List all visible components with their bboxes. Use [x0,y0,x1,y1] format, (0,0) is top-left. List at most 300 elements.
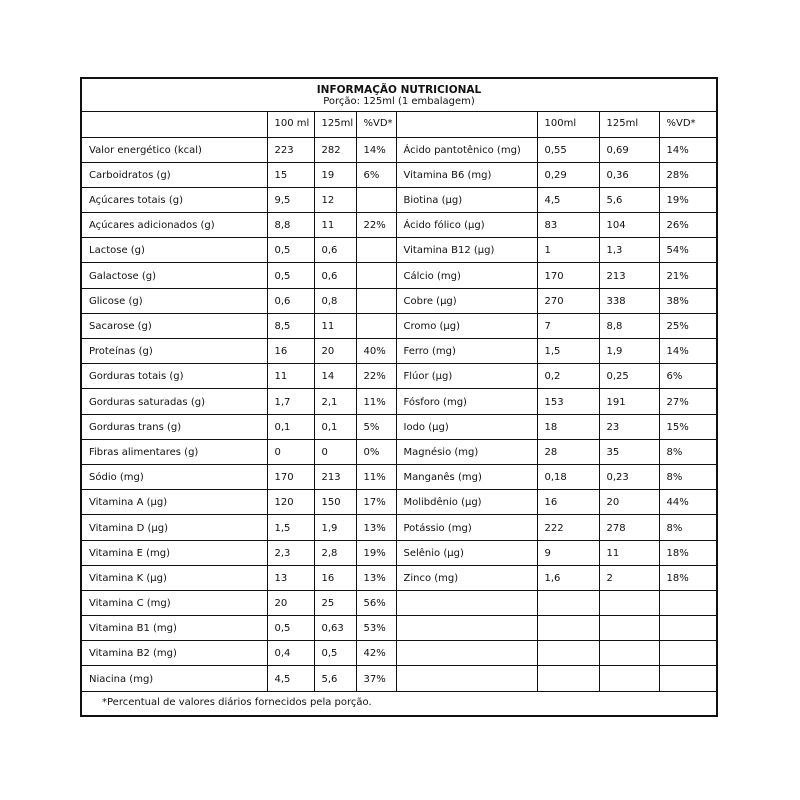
nutrition-table [82,112,716,692]
right-value-125ml: 0,36 [606,169,629,181]
right-nutrient-name-cell [396,288,537,313]
right-value-125ml: 20 [606,497,620,509]
right-value-100ml-cell [537,439,599,464]
right-nutrient-name-cell [396,162,537,187]
right-value-125ml-cell [599,464,659,489]
left-value-125ml: 2,8 [321,547,338,559]
right-nutrient-name-cell [396,515,537,540]
header-nutrient-left [82,112,267,137]
nutrition-table-body [82,112,716,691]
right-value-vd-cell [659,288,716,313]
right-value-vd-cell [659,490,716,515]
right-value-125ml-cell [599,187,659,212]
left-value-vd: 11% [363,472,386,484]
left-value-125ml: 0,6 [321,270,338,282]
right-value-125ml: 2 [606,572,613,584]
right-value-100ml: 28 [544,446,558,458]
nutrient-row [82,313,716,338]
left-value-125ml-cell [314,565,356,590]
right-value-125ml-cell [599,162,659,187]
left-nutrient-name: Gorduras totais (g) [89,371,184,383]
right-value-125ml: 23 [606,421,620,433]
left-value-vd-cell [356,616,396,641]
left-value-125ml-cell [314,490,356,515]
left-value-125ml: 14 [321,371,335,383]
nutrient-row [82,616,716,641]
right-value-100ml: 83 [544,220,558,232]
left-value-125ml-cell [314,590,356,615]
right-value-125ml-cell [599,339,659,364]
left-value-vd: 56% [363,598,386,610]
nutrient-row [82,213,716,238]
right-nutrient-name [404,686,537,691]
left-nutrient-name: Carboidratos (g) [89,169,171,181]
left-nutrient-name: Vitamina K (μg) [89,572,167,584]
left-value-100ml: 0,5 [274,623,291,635]
right-nutrient-name-cell [396,137,537,162]
right-value-100ml: 1,5 [544,346,561,358]
right-nutrient-name-cell [396,641,537,666]
right-value-125ml: 0,69 [606,144,629,156]
right-value-100ml: 0,2 [544,371,561,383]
left-value-125ml: 0,8 [321,295,338,307]
nutrient-row [82,490,716,515]
left-value-vd-cell [356,590,396,615]
right-nutrient-name: Fósforo (mg) [403,396,467,408]
left-nutrient-name-cell [82,389,267,414]
left-value-100ml: 8,5 [274,321,291,332]
right-value-vd: 18% [666,572,689,584]
right-value-vd: 27% [666,396,689,408]
left-value-125ml: 16 [321,572,335,584]
right-value-100ml-cell [537,540,599,565]
left-value-100ml-cell [267,213,314,238]
nutrient-row [82,238,716,263]
left-value-vd: 42% [363,648,386,660]
left-value-vd-cell [356,187,396,212]
nutrient-row [82,540,716,565]
nutrient-row [82,263,716,288]
right-nutrient-name-cell [396,439,537,464]
right-nutrient-name: Cálcio (mg) [403,270,461,282]
right-value-100ml-cell [537,590,599,615]
left-value-vd-cell [356,339,396,364]
left-nutrient-name: Valor energético (kcal) [89,144,202,156]
left-value-125ml: 11 [321,220,335,232]
right-value-vd-cell [659,187,716,212]
right-value-125ml-cell [599,213,659,238]
right-value-100ml-cell [537,313,599,338]
right-value-125ml-cell [599,263,659,288]
right-value-125ml: 338 [606,295,626,307]
left-value-100ml: 2,3 [274,547,291,559]
right-nutrient-name [404,610,537,615]
right-nutrient-name: Ferro (mg) [403,346,456,358]
left-nutrient-name-cell [82,540,267,565]
right-value-100ml-cell [537,565,599,590]
nutrient-row [82,162,716,187]
right-value-100ml: 0,29 [544,169,567,181]
right-value-125ml: 213 [606,270,626,282]
right-value-100ml: 1 [544,245,551,257]
left-value-vd-cell [356,540,396,565]
left-value-125ml-cell [314,616,356,641]
right-value-125ml-cell [599,389,659,414]
right-nutrient-name: Ácido fólico (μg) [403,220,485,232]
left-value-125ml-cell [314,263,356,288]
left-value-100ml: 11 [274,371,288,383]
right-value-vd: 8% [666,522,683,534]
right-value-vd: 15% [666,421,689,433]
right-value-vd-cell [659,238,716,263]
header-100ml-left: 100 ml [267,112,314,137]
left-value-100ml-cell [267,339,314,364]
left-value-125ml-cell [314,389,356,414]
right-nutrient-name: Selênio (μg) [403,547,464,559]
right-value-125ml-cell [599,439,659,464]
left-value-vd: 0% [363,446,380,458]
right-value-vd: 28% [666,169,689,181]
right-value-125ml: 1,9 [606,346,623,358]
right-value-100ml-cell [537,464,599,489]
right-value-125ml: 0,23 [606,472,629,484]
right-value-vd: 14% [666,144,689,156]
left-value-100ml-cell [267,313,314,338]
right-nutrient-name: Biotina (μg) [403,195,463,207]
right-value-125ml-cell [599,238,659,263]
right-nutrient-name-cell [396,490,537,515]
left-value-100ml: 0,5 [274,270,291,282]
right-value-125ml: 0,25 [606,371,629,383]
nutrition-header [82,79,716,112]
right-value-vd: 8% [666,446,683,458]
left-nutrient-name-cell [82,263,267,288]
left-value-vd-cell [356,389,396,414]
right-nutrient-name: Flúor (μg) [403,371,453,383]
right-value-vd: 26% [666,220,689,232]
left-value-100ml: 15 [274,169,288,181]
header-125ml-left: 125ml [314,112,356,137]
header-vd-right: %VD* [659,112,716,137]
left-value-125ml-cell [314,137,356,162]
right-nutrient-name-cell [396,238,537,263]
left-nutrient-name-cell [82,137,267,162]
nutrient-row [82,389,716,414]
right-nutrient-name-cell [396,464,537,489]
left-nutrient-name: Gorduras saturadas (g) [89,396,205,408]
right-value-100ml-cell [537,263,599,288]
nutrition-title: INFORMAÇÃO NUTRICIONAL [316,84,482,96]
left-value-125ml: 0,63 [321,623,344,635]
right-value-vd-cell [659,464,716,489]
left-value-vd: 22% [363,371,386,383]
left-value-vd: 13% [363,522,386,534]
right-nutrient-name-cell [396,565,537,590]
left-value-125ml: 213 [321,472,341,484]
left-value-vd: 53% [363,623,386,635]
right-value-100ml-cell [537,389,599,414]
right-value-125ml: 8,8 [606,321,623,332]
left-value-vd: 13% [363,572,386,584]
left-value-125ml-cell [314,339,356,364]
left-value-125ml: 2,1 [321,396,338,408]
right-value-125ml [607,660,659,665]
right-value-vd: 6% [666,371,683,383]
left-value-vd: 17% [363,497,386,509]
left-nutrient-name-cell [82,339,267,364]
right-nutrient-name: Cromo (μg) [403,321,461,332]
left-value-100ml-cell [267,565,314,590]
left-value-100ml: 170 [274,472,294,484]
left-value-100ml-cell [267,414,314,439]
left-value-100ml: 20 [274,598,288,610]
left-value-100ml: 1,5 [274,522,291,534]
left-value-125ml-cell [314,162,356,187]
right-nutrient-name: Ácido pantotênico (mg) [403,144,521,156]
right-value-100ml-cell [537,213,599,238]
left-value-100ml-cell [267,288,314,313]
nutrient-row [82,339,716,364]
right-value-100ml: 153 [544,396,564,408]
right-value-vd-cell [659,137,716,162]
right-nutrient-name-cell [396,313,537,338]
left-nutrient-name: Açúcares adicionados (g) [89,220,215,232]
right-value-125ml [607,635,659,640]
right-value-100ml-cell [537,364,599,389]
left-value-100ml-cell [267,162,314,187]
left-value-100ml-cell [267,364,314,389]
right-value-125ml: 1,3 [606,245,623,257]
left-value-100ml: 1,7 [274,396,291,408]
left-nutrient-name: Fibras alimentares (g) [89,446,199,458]
right-value-100ml [545,686,599,691]
left-nutrient-name: Galactose (g) [89,270,157,282]
right-value-100ml-cell [537,666,599,691]
right-nutrient-name-cell [396,540,537,565]
right-nutrient-name [404,635,537,640]
right-value-100ml-cell [537,137,599,162]
left-nutrient-name-cell [82,364,267,389]
right-value-125ml: 278 [606,522,626,534]
right-value-vd: 38% [666,295,689,307]
right-value-100ml: 4,5 [544,195,561,207]
right-value-vd: 25% [666,321,689,332]
left-nutrient-name-cell [82,666,267,691]
left-value-125ml-cell [314,666,356,691]
nutrient-row [82,439,716,464]
right-value-vd [667,635,717,640]
right-value-100ml: 9 [544,547,551,559]
left-value-100ml: 0,1 [274,421,291,433]
left-value-vd-cell [356,414,396,439]
left-nutrient-name-cell [82,288,267,313]
right-value-vd-cell [659,439,716,464]
left-value-100ml-cell [267,540,314,565]
nutrient-row [82,590,716,615]
right-value-100ml-cell [537,515,599,540]
left-value-100ml: 8,8 [274,220,291,232]
left-nutrient-name: Vitamina B2 (mg) [89,648,177,660]
right-value-vd-cell [659,616,716,641]
left-value-vd [364,207,396,212]
left-nutrient-name-cell [82,238,267,263]
left-value-vd: 11% [363,396,386,408]
right-value-125ml: 191 [606,396,626,408]
right-value-vd-cell [659,540,716,565]
right-nutrient-name-cell [396,414,537,439]
left-value-125ml: 20 [321,346,335,358]
left-value-125ml-cell [314,439,356,464]
right-value-vd: 18% [666,547,689,559]
right-value-100ml-cell [537,616,599,641]
left-value-vd-cell [356,137,396,162]
left-value-100ml-cell [267,666,314,691]
nutrient-row [82,288,716,313]
left-value-100ml-cell [267,515,314,540]
right-value-100ml: 0,55 [544,144,567,156]
right-value-100ml-cell [537,339,599,364]
serving-size: Porção: 125ml (1 embalagem) [323,96,475,107]
right-value-100ml-cell [537,238,599,263]
nutrient-row [82,641,716,666]
right-nutrient-name: Magnésio (mg) [403,446,479,458]
left-value-vd: 19% [363,547,386,559]
right-value-vd-cell [659,666,716,691]
left-value-vd-cell [356,238,396,263]
left-value-125ml: 282 [321,144,341,156]
right-value-vd-cell [659,515,716,540]
left-value-vd: 14% [363,144,386,156]
right-nutrient-name-cell [396,616,537,641]
right-value-125ml-cell [599,565,659,590]
left-value-125ml-cell [314,515,356,540]
right-value-100ml: 222 [544,522,564,534]
column-header-row [82,112,716,137]
left-nutrient-name-cell [82,439,267,464]
header-vd-left: %VD* [356,112,396,137]
right-value-125ml-cell [599,641,659,666]
nutrient-row [82,464,716,489]
left-value-vd: 6% [363,169,380,181]
left-nutrient-name: Vitamina A (μg) [89,497,168,509]
left-nutrient-name-cell [82,213,267,238]
left-nutrient-name-cell [82,616,267,641]
right-nutrient-name: Iodo (μg) [403,421,449,433]
left-nutrient-name-cell [82,490,267,515]
left-value-100ml: 13 [274,572,288,584]
left-nutrient-name-cell [82,414,267,439]
right-nutrient-name: Vitamina B12 (μg) [403,245,495,257]
right-value-100ml-cell [537,414,599,439]
left-value-vd [364,257,396,262]
right-value-125ml [607,610,659,615]
left-nutrient-name-cell [82,313,267,338]
left-value-100ml-cell [267,389,314,414]
right-value-vd: 21% [666,270,689,282]
right-nutrient-name-cell [396,590,537,615]
right-value-vd: 44% [666,497,689,509]
right-value-100ml: 1,6 [544,572,561,584]
left-value-100ml-cell [267,238,314,263]
right-value-100ml: 0,18 [544,472,567,484]
left-value-vd: 5% [363,421,380,433]
left-value-vd-cell [356,213,396,238]
left-value-vd-cell [356,666,396,691]
left-nutrient-name-cell [82,464,267,489]
left-value-125ml-cell [314,364,356,389]
right-value-100ml [545,610,599,615]
left-value-vd-cell [356,439,396,464]
left-nutrient-name: Vitamina B1 (mg) [89,623,177,635]
left-nutrient-name: Niacina (mg) [89,673,154,685]
right-value-100ml: 170 [544,270,564,282]
right-value-125ml-cell [599,288,659,313]
left-value-vd-cell [356,565,396,590]
header-100ml-right: 100ml [537,112,599,137]
right-nutrient-name: Vitamina B6 (mg) [403,169,492,181]
left-value-vd-cell [356,162,396,187]
right-value-125ml-cell [599,590,659,615]
left-nutrient-name: Gorduras trans (g) [89,421,182,433]
left-nutrient-name-cell [82,641,267,666]
left-value-125ml: 0,1 [321,421,338,433]
left-value-100ml: 120 [274,497,294,509]
right-value-100ml: 16 [544,497,558,509]
left-nutrient-name-cell [82,590,267,615]
left-nutrient-name: Açúcares totais (g) [89,195,183,207]
left-value-100ml-cell [267,137,314,162]
right-value-125ml-cell [599,364,659,389]
left-value-125ml: 19 [321,169,335,181]
right-value-vd: 19% [666,195,689,207]
left-nutrient-name: Sacarose (g) [89,321,152,332]
left-nutrient-name: Lactose (g) [89,245,145,257]
right-nutrient-name: Manganês (mg) [403,472,482,484]
left-nutrient-name: Proteínas (g) [89,346,153,358]
right-value-125ml-cell [599,515,659,540]
right-nutrient-name [404,660,537,665]
right-nutrient-name-cell [396,666,537,691]
right-value-vd-cell [659,213,716,238]
nutrient-row [82,515,716,540]
footnote: *Percentual de valores diários fornecidos pela porção. [102,697,372,708]
left-value-125ml-cell [314,288,356,313]
right-value-125ml-cell [599,313,659,338]
nutrient-row [82,137,716,162]
right-value-100ml-cell [537,641,599,666]
right-nutrient-name: Zinco (mg) [403,572,459,584]
left-value-125ml-cell [314,213,356,238]
left-nutrient-name-cell [82,565,267,590]
right-value-100ml [545,635,599,640]
left-value-vd-cell [356,464,396,489]
left-value-vd-cell [356,490,396,515]
right-value-vd-cell [659,339,716,364]
left-value-125ml: 5,6 [321,673,338,685]
right-value-100ml: 270 [544,295,564,307]
left-value-125ml-cell [314,414,356,439]
right-value-125ml-cell [599,666,659,691]
left-value-125ml: 25 [321,598,335,610]
nutrition-facts-panel [80,77,718,717]
right-nutrient-name: Cobre (μg) [403,295,457,307]
right-value-125ml: 35 [606,446,620,458]
left-nutrient-name: Vitamina E (mg) [89,547,171,559]
right-nutrient-name-cell [396,263,537,288]
left-value-100ml: 0,5 [274,245,291,257]
left-value-125ml: 12 [321,195,335,207]
right-value-125ml: 5,6 [606,195,623,207]
